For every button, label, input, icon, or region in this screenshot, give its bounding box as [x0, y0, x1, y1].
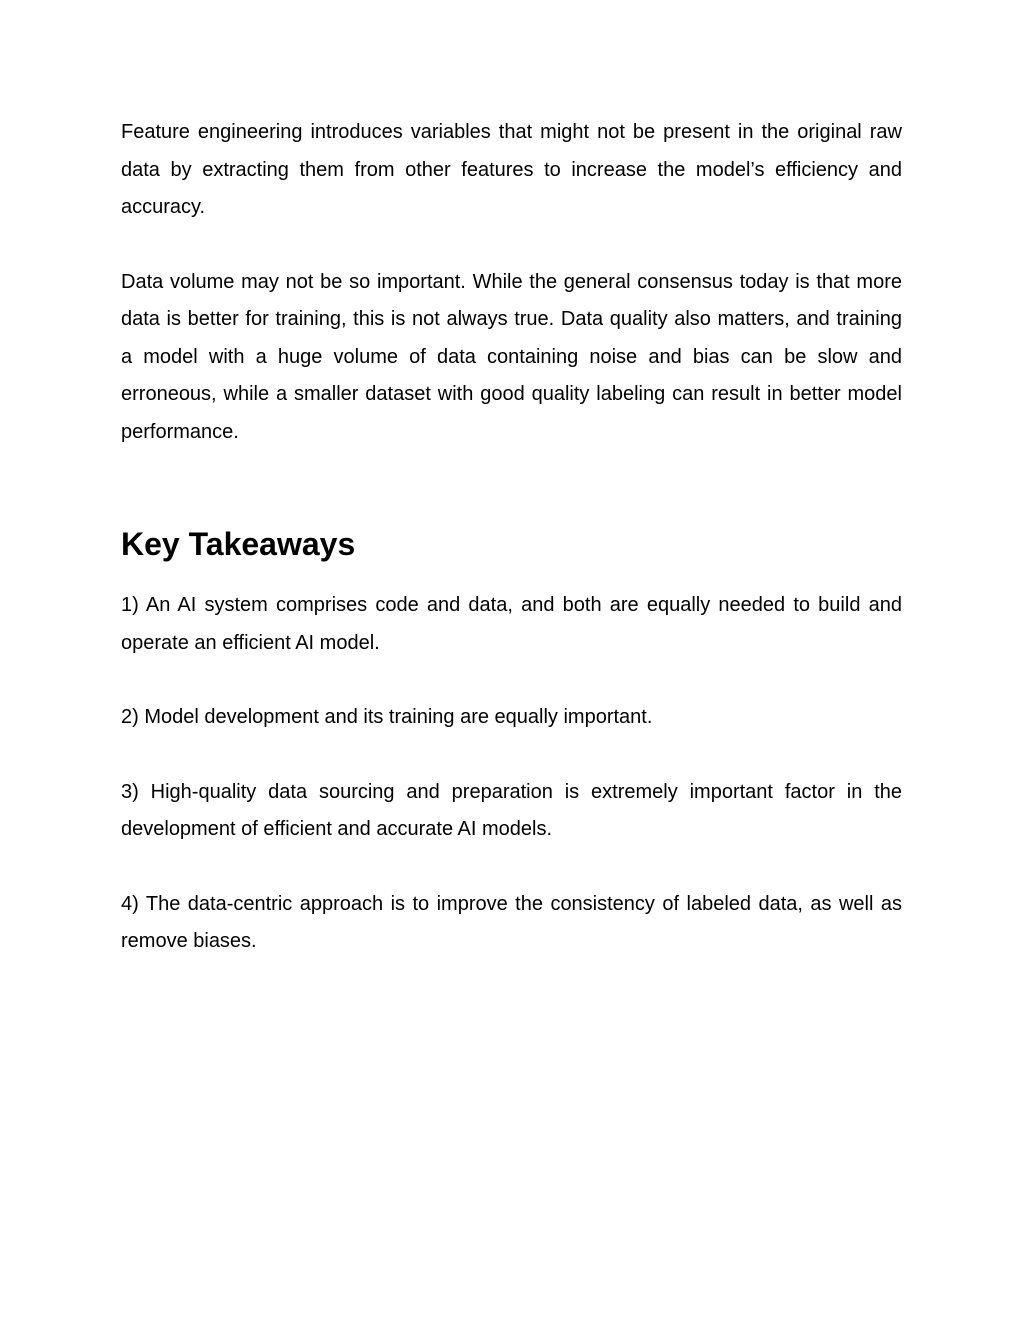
document-page [121, 114, 902, 961]
takeaways-list [121, 587, 902, 961]
list-item: 2) Model development and its training are equally important. [121, 706, 653, 728]
paragraph-data-volume: Data volume may not be so important. While the general consensus today is that more data is better for training, this is not always true. Data quality also matters, and training a model with a huge volume of data containing noise and bias can be slow and erroneous, while a smaller dataset with good quality labeling can result in better model performance. [121, 270, 902, 443]
paragraph-feature-engineering: Feature engineering introduces variables that might not be present in the original raw data by extracting them from other features to increase the model’s efficiency and accuracy. [121, 121, 902, 218]
list-item: 3) High-quality data sourcing and preparation is extremely important factor in the development of efficient and accurate AI models. [121, 780, 902, 840]
section-heading: Key Takeaways [121, 526, 356, 562]
list-item: 4) The data-centric approach is to improve the consistency of labeled data, as well as remove biases. [121, 892, 902, 952]
list-item: 1) An AI system comprises code and data, and both are equally needed to build and operate an efficient AI model. [121, 594, 902, 654]
